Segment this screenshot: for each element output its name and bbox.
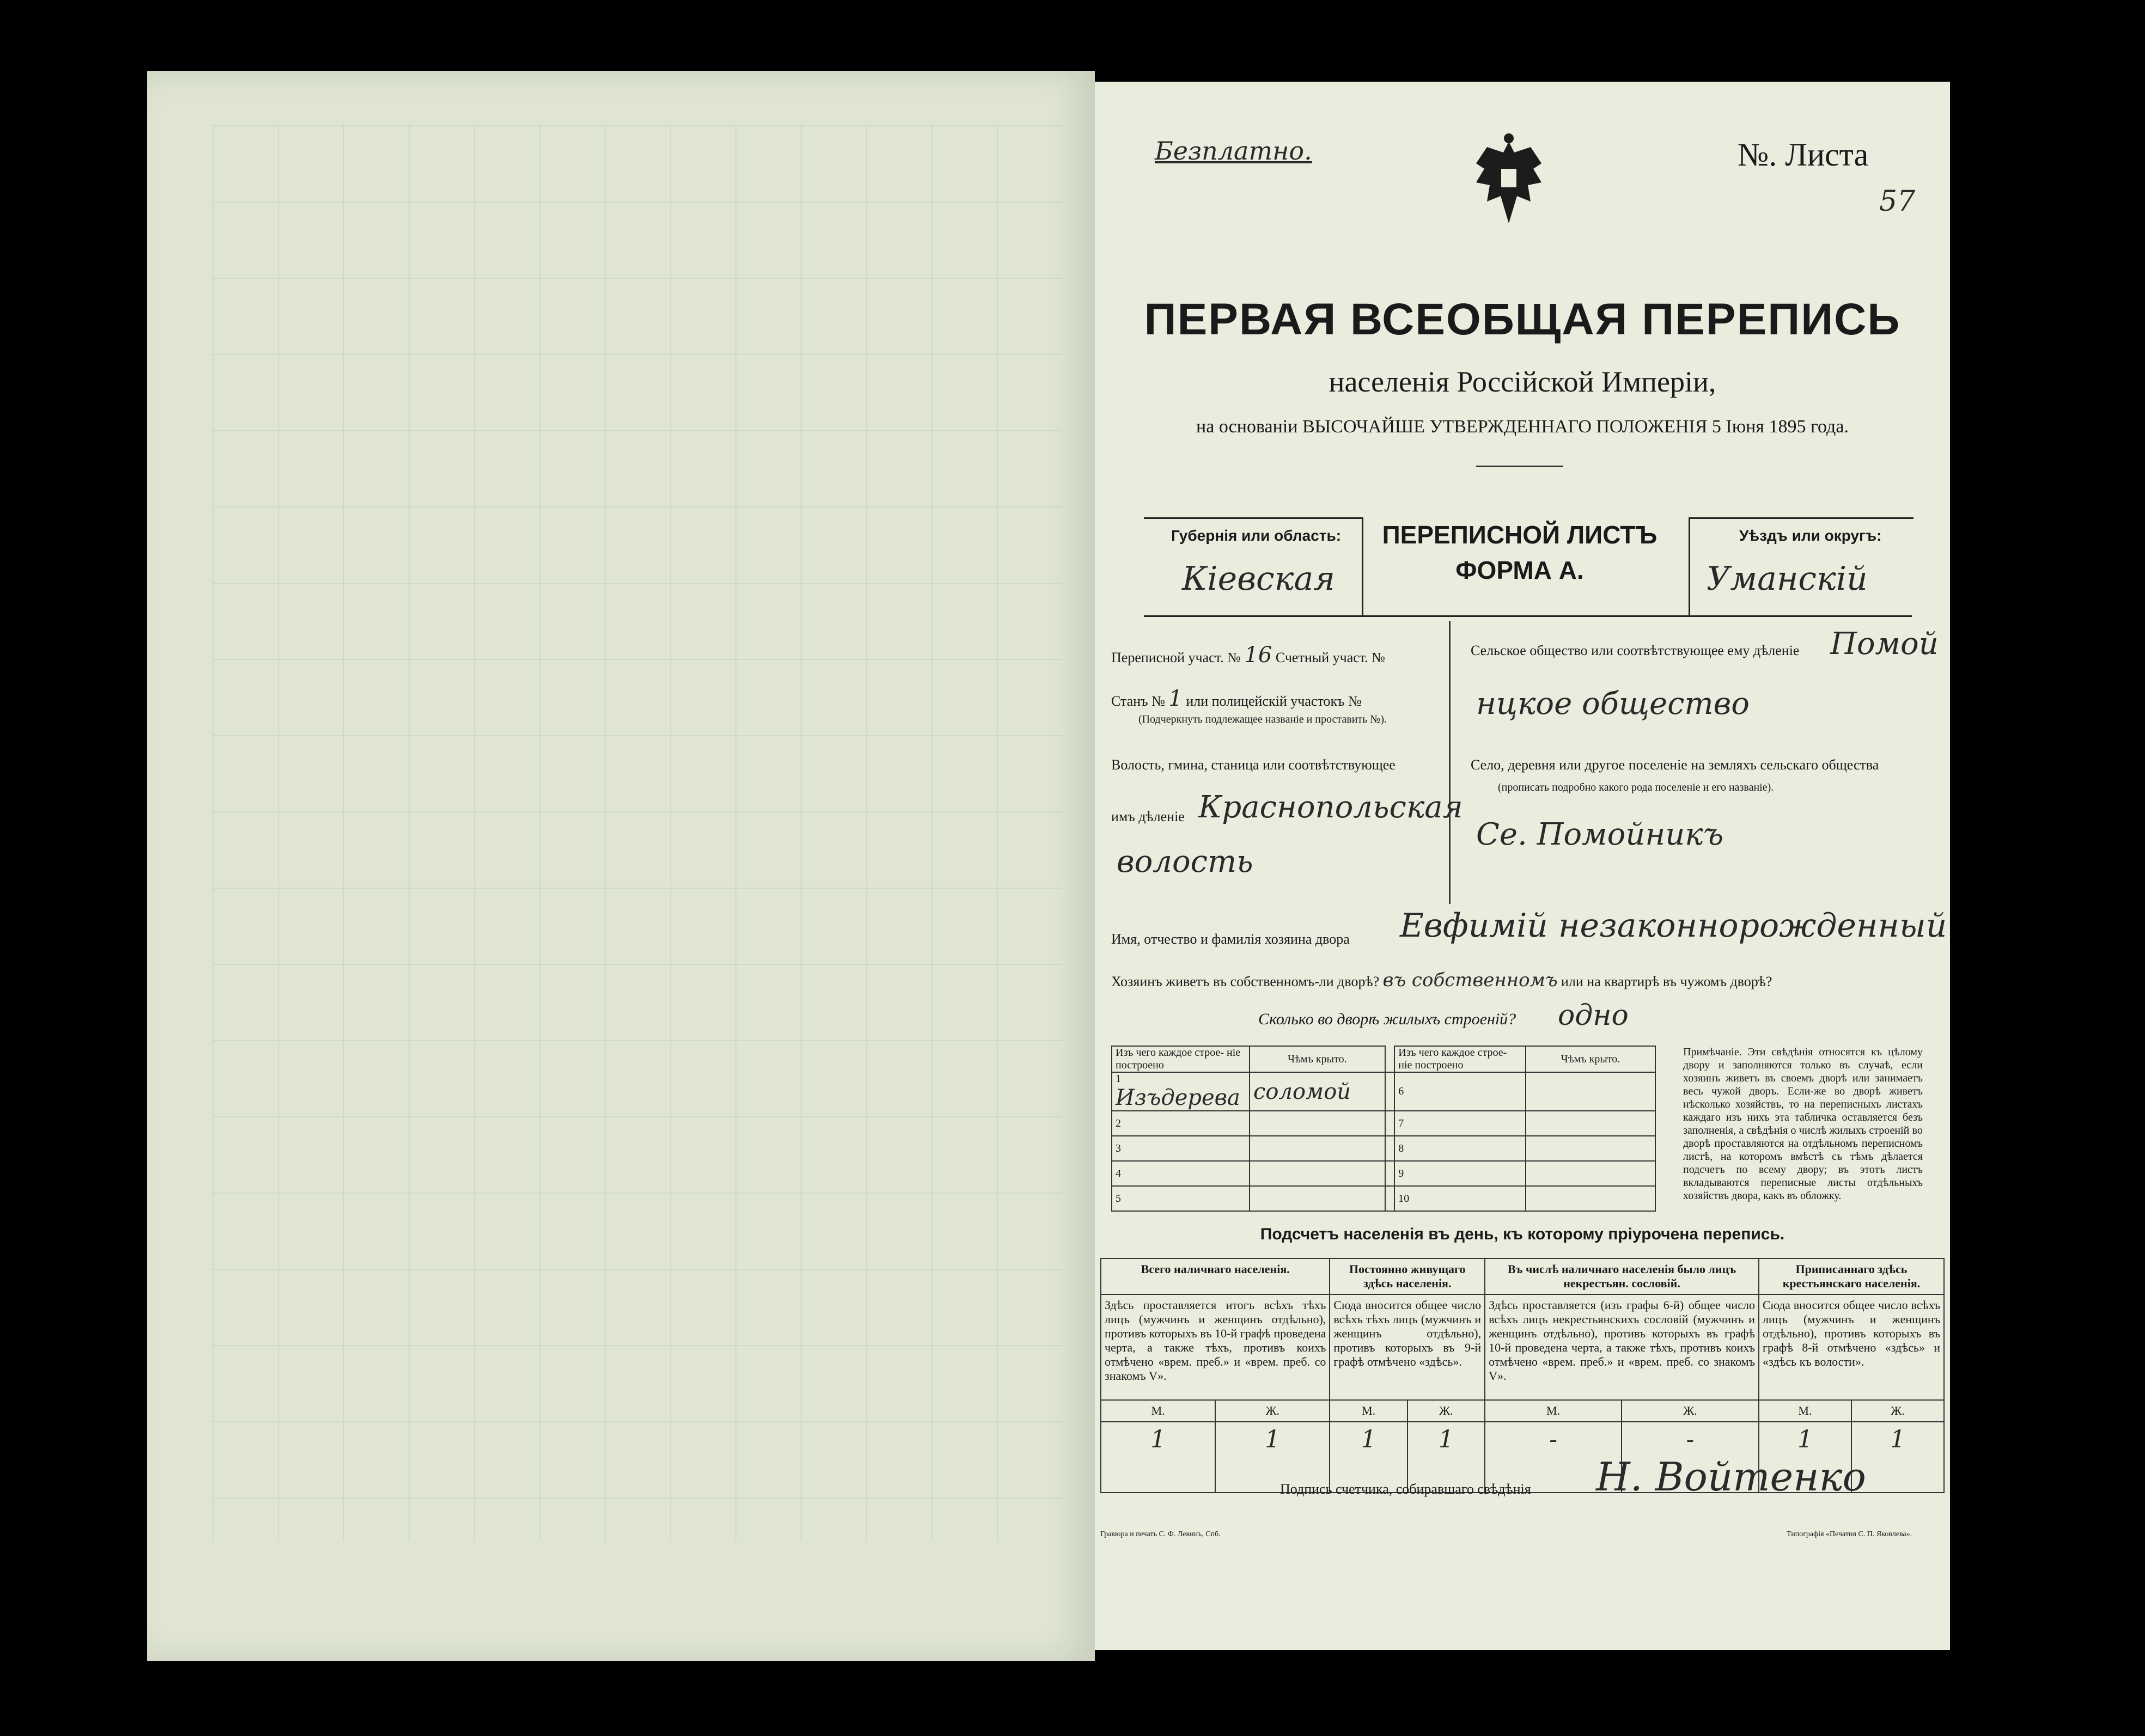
volost-value: Краснопольская (1198, 790, 1463, 825)
uezd-label: Уѣздъ или округъ: (1739, 527, 1882, 544)
signature-label: Подпись счетчика, собиравшаго свѣдѣнія (1280, 1481, 1531, 1497)
count-col-header: Приписаннаго здѣсь крестьянскаго населенія. (1759, 1258, 1944, 1294)
owner-name-label: Имя, отчество и фамилія хозяина двора (1111, 931, 1350, 947)
count-title: Подсчетъ населенія въ день, къ которому пріурочена перепись. (1260, 1225, 1785, 1243)
count-col-desc: Здѣсь проставляется (изъ графы 6-й) общее число всѣхъ лицъ некрестьянскихъ сословій (мужчинъ и женщинъ отдѣльно), противъ которыхъ въ графѣ 10-й проведена черта, а также тѣхъ, противъ коихъ отмѣчено «врем. преб.» и «врем. преб. со знакомъ V». (1485, 1294, 1759, 1400)
lives-label-2: или на квартирѣ въ чужомъ дворѣ? (1561, 974, 1772, 989)
col-material-header: Изъ чего каждое строе- ніе построено (1112, 1046, 1250, 1072)
village-value: Се. Помойникъ (1476, 817, 1724, 852)
police-note: (Подчеркнуть подлежащее названіе и проставить №). (1138, 713, 1387, 725)
gubernia-label: Губернія или область: (1171, 527, 1342, 544)
printer-right: Типографія «Печатня С. П. Яковлева». (1787, 1530, 1912, 1538)
col-roof-header-2: Чѣмъ крыто. (1526, 1046, 1655, 1072)
uezd-box (1689, 517, 1914, 617)
volost-label: Волость, гмина, станица или соотвѣтствующее (1111, 757, 1396, 773)
signature-value: Н. Войтенко (1596, 1454, 1866, 1500)
counting-area-label: Счетный участ. № (1275, 650, 1385, 665)
form-subtitle: ФОРМА А. (1455, 556, 1584, 584)
society-value-2: нцкое общество (1476, 686, 1750, 722)
count-col-desc: Сюда вносится общее число всѣхъ лицъ (мужчинъ и женщинъ отдѣльно), противъ которыхъ въ графѣ 8-й отмѣчено «здѣсь» и «здѣсь къ волости». (1759, 1294, 1944, 1400)
table-row: 1 1 1 1 - - 1 1 (1101, 1422, 1944, 1493)
count-col-header: Въ числѣ наличнаго населенія было лицъ некрестьян. сословій. (1485, 1258, 1759, 1294)
main-title: ПЕРВАЯ ВСЕОБЩАЯ ПЕРЕПИСЬ (1144, 295, 1901, 344)
faded-grid (212, 125, 1062, 1541)
society-label: Сельское общество или соотвѣтствующее ему дѣленіе (1471, 643, 1800, 658)
table-row: 1 Изъдерева соломой 6 (1112, 1072, 1655, 1111)
volost-value-2: волость (1117, 844, 1253, 879)
count-col-header: Всего наличнаго населенія. (1101, 1258, 1330, 1294)
lives-value: въ собственномъ (1382, 969, 1558, 991)
census-area-label: Переписной участ. № (1111, 650, 1241, 665)
buildings-table (1111, 1046, 1656, 1212)
police-label: или полицейскій участокъ № (1186, 693, 1362, 709)
subtitle: населенія Россійской Имперіи, (1329, 365, 1716, 398)
stan-value: 1 (1168, 686, 1183, 711)
note-text: Примѣчаніе. Эти свѣдѣнія относятся къ цѣлому двору и заполняются только въ случаѣ, если хозяинъ живетъ въ своемъ дворѣ или занимаетъ весь чужой дворъ. Если-же во дворѣ живетъ нѣсколько хозяйствъ, то на переписныхъ листахъ каждаго изъ нихъ эта табличка оставляется безъ заполненія, а свѣдѣнія о числѣ жилыхъ строеній во дворѣ проставляются на отдѣльномъ переписномъ листѣ, на которомъ вмѣстѣ съ тѣмъ дѣлается подсчетъ по всему двору; въ этотъ листъ вкладываются переписные листы отдѣльныхъ хозяйствъ двора, какъ въ обложку. (1683, 1046, 1923, 1202)
buildings-label: Сколько во дворѣ жилыхъ строеній? (1258, 1010, 1516, 1028)
col-roof-header: Чѣмъ крыто. (1250, 1046, 1385, 1072)
col-material-header-2: Изъ чего каждое строе- ніе построено (1394, 1046, 1526, 1072)
double-headed-eagle-icon (1465, 131, 1552, 240)
buildings-value: одно (1558, 999, 1629, 1032)
count-col-desc: Здѣсь проставляется итогъ всѣхъ тѣхъ лицъ (мужчинъ и женщинъ отдѣльно), противъ которыхъ въ 10-й графѣ проведена черта, а также тѣхъ, противъ коихъ отмѣчено «врем. преб.» и «врем. преб. со знакомъ V». (1101, 1294, 1330, 1400)
table-row: 2 7 (1112, 1111, 1655, 1136)
uezd-value: Уманскій (1707, 560, 1868, 598)
sheet-number-value: 57 (1879, 185, 1916, 218)
printer-left: Гравюра и печать С. Ф. Левинъ, Спб. (1100, 1530, 1221, 1538)
lives-label: Хозяинъ живетъ въ собственномъ-ли дворѣ? (1111, 974, 1380, 989)
stan-label: Станъ № (1111, 693, 1165, 709)
form-title: ПЕРЕПИСНОЙ ЛИСТЪ (1382, 521, 1657, 549)
village-label: Село, деревня или другое поселеніе на земляхъ сельскаго общества (1471, 757, 1879, 773)
count-col-header: Постоянно живущаго здѣсь населенія. (1330, 1258, 1485, 1294)
volost-label-2: имъ дѣленіе (1111, 809, 1185, 824)
divider (1476, 466, 1563, 467)
sheet-number-label: №. Листа (1738, 137, 1869, 173)
left-page (147, 71, 1095, 1661)
census-area-value: 16 (1244, 643, 1272, 668)
basis-line: на основаніи ВЫСОЧАЙШЕ УТВЕРЖДЕННАГО ПОЛОЖЕНІЯ 5 Іюня 1895 года. (1196, 417, 1849, 437)
gubernia-value: Кіевская (1182, 560, 1335, 598)
count-col-desc: Сюда вносится общее число всѣхъ тѣхъ лицъ (мужчинъ и женщинъ отдѣльно), противъ которыхъ въ 9-й графѣ отмѣчено «здѣсь». (1330, 1294, 1485, 1400)
village-note: (прописать подробно какого рода поселеніе и его названіе). (1498, 781, 1774, 793)
gubernia-box (1144, 517, 1363, 617)
population-count-table: Всего наличнаго населенія. Постоянно живущаго здѣсь населенія. Въ числѣ наличнаго населенія было лицъ некрестьян. сословій. Приписаннаго здѣсь крестьянскаго населенія. Здѣсь проставляется итогъ всѣхъ тѣхъ лицъ (мужчинъ и женщинъ отдѣльно), противъ которыхъ въ 10-й графѣ проведена черта, а также тѣхъ, противъ коихъ отмѣчено «врем. преб.» и «врем. преб. со знакомъ V». Сюда вносится общее число всѣхъ тѣхъ лицъ (мужчинъ и женщинъ отдѣльно), противъ которыхъ въ 9-й графѣ отмѣчено «здѣсь». Здѣсь проставляется (изъ графы 6-й) общее число всѣхъ лицъ некрестьянскихъ сословій (мужчинъ и женщинъ отдѣльно), противъ которыхъ въ графѣ 10-й проведена черта, а также тѣхъ, противъ коихъ отмѣчено «врем. преб.» и «врем. преб. со знакомъ V». Сюда вносится общее число всѣхъ лицъ (мужчинъ и женщинъ отдѣльно), противъ которыхъ въ графѣ 8-й отмѣчено «здѣсь» и «здѣсь къ волости». М. Ж. М. Ж. М. Ж. М. Ж. 1 1 1 1 - - 1 1 (1100, 1258, 1945, 1493)
table-row: 5 10 (1112, 1186, 1655, 1211)
census-form-page (1095, 82, 1950, 1650)
society-value: Помой (1830, 626, 1939, 662)
owner-name-value: Евфимій незаконнорожденный (1400, 907, 1947, 945)
table-row: 4 9 (1112, 1161, 1655, 1186)
table-row: 3 8 (1112, 1136, 1655, 1161)
free-label: Безплатно. (1155, 136, 1312, 166)
